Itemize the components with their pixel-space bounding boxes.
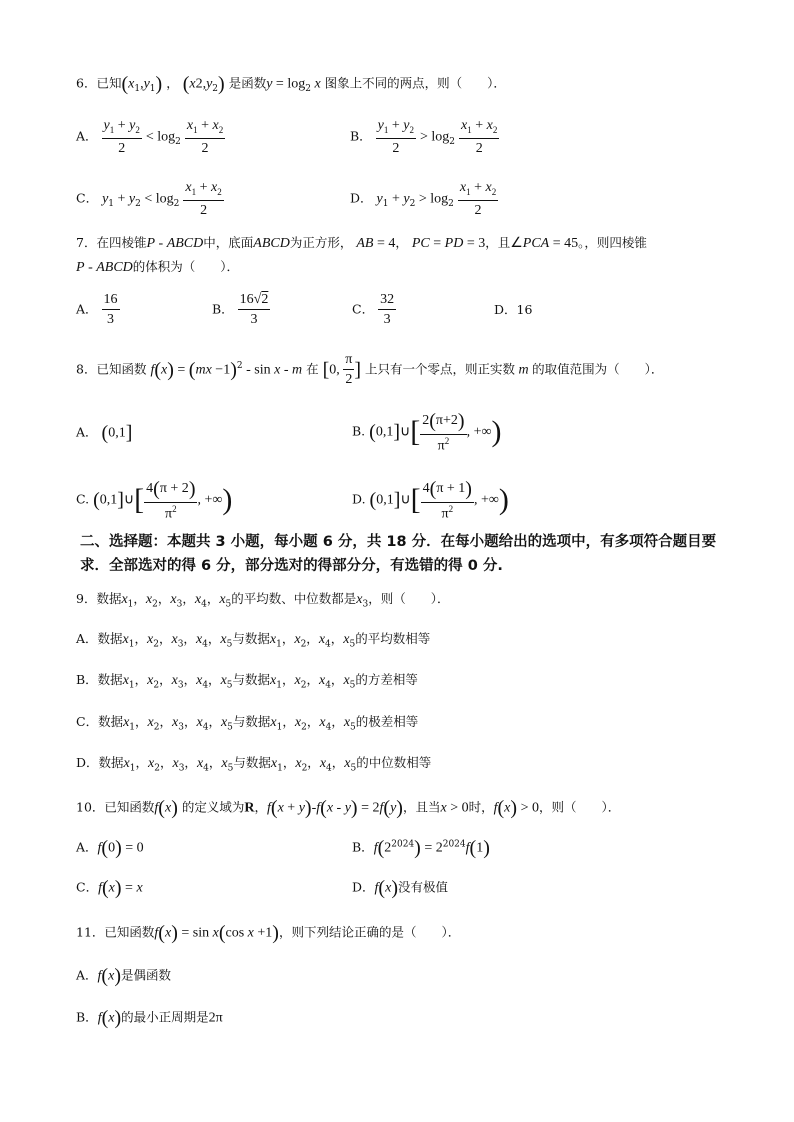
q10-option-b: B．$f(2^{2024}) = 2^{2024}f(1)$ xyxy=(352,837,490,859)
q8-option-c-label: C. xyxy=(76,491,90,507)
q9-option-b-with: 与数据 xyxy=(232,672,271,687)
q9-option-d: D．数据$x_1$，$x_2$，$x_3$，$x_4$，$x_5$与数据$x_1$，$x_2$，$x_4$，$x_5$的中位数相等 xyxy=(76,755,432,774)
q9-stem: 9．数据$x_1$，$x_2$，$x_3$，$x_4$，$x_5$的平均数、中位数都是$x_3$，则（ ）． xyxy=(76,591,450,610)
q10-option-c-label: C． xyxy=(76,879,99,895)
q7-stem-line2-tail: 的体积为（ ）． xyxy=(132,259,240,274)
q9-option-d-label: D．数据 xyxy=(76,755,124,770)
q9-option-c-with: 与数据 xyxy=(232,714,271,729)
q6-option-d-label: D． xyxy=(350,190,373,206)
q7-option-d xyxy=(494,304,532,317)
q8-stem-prefix: 8．已知函数 xyxy=(76,361,147,377)
q6-option-b-label: B． xyxy=(350,128,372,144)
q6-stem: 6．已知$(x_1,y_1)$ ， $(x2,y_2)$ 是函数$y = \log_2 x$ 图象上不同的两点，则（ ）． xyxy=(76,73,506,95)
q8-stem-mid: 在 xyxy=(306,361,319,377)
q11-option-b: B．f(x)的最小正周期是2π xyxy=(76,1007,223,1029)
q9-option-b-tail: 的方差相等 xyxy=(355,672,418,687)
q8-option-d: D. (0,1]∪[ $\frac{4(\pi + 1)}{\pi^2}$ , +∞) xyxy=(352,478,509,522)
q11-option-a: A．f(x)是偶函数 xyxy=(76,965,171,987)
q9-option-d-tail: 的中位数相等 xyxy=(356,755,432,770)
q10-stem-c: 时， xyxy=(468,799,494,815)
q10-stem: 10．已知函数f(x) 的定义域为R，f(x + y)-f(x - y) = 2f(y)，且当x > 0时，f(x) > 0，则（ ）． xyxy=(76,797,621,819)
q10-stem-end: ，则（ ）． xyxy=(538,799,621,815)
q7-option-b: B． $\frac{16√2}{3}$ xyxy=(212,292,269,328)
q9-option-a: A．数据$x_1$，$x_2$，$x_3$，$x_4$，$x_5$与数据$x_1$，$x_2$，$x_4$，$x_5$的平均数相等 xyxy=(76,631,431,650)
q7-option-c: C． $\frac{32}{3}$ xyxy=(352,292,395,328)
q6-stem-tail: 图象上不同的两点，则（ ）． xyxy=(324,75,506,91)
q10-option-d: D．f(x)没有极值 xyxy=(352,877,448,899)
q9-option-a-with: 与数据 xyxy=(232,631,270,646)
q6-option-d: D． $y_1 + y_2 > \log_2$ $\frac{x_1 + x_2}{2}$ xyxy=(350,180,497,218)
q6-option-a: A． $\frac{y_1 + y_2}{2}$ < $\log_2$ $\frac{x_1 + x_2}{2}$ xyxy=(76,118,224,156)
q8-option-b: B. (0,1]∪[ $\frac{2(\pi+2)}{\pi^2}$ , +∞) xyxy=(352,410,502,454)
q9-option-c-label: C．数据 xyxy=(76,714,124,729)
q7-stem-line1: 7．在四棱锥P - ABCD中，底面ABCD为正方形， AB = 4， PC = PD = 3，且∠PCA = 45。，则四棱锥 xyxy=(76,235,647,251)
q11-stem: 11．已知函数f(x) = sin x(cos x +1)，则下列结论正确的是（ ）． xyxy=(76,922,461,944)
q6-stem-prefix: 6．已知 xyxy=(76,75,122,91)
q6-option-c: C． $y_1 + y_2 < \log_2$ $\frac{x_1 + x_2}{2}$ xyxy=(76,180,222,218)
q8-option-d-label: D. xyxy=(352,491,366,507)
q7-option-a-label: A． xyxy=(76,301,98,317)
q7-option-d-text: D．16 xyxy=(494,302,533,317)
q8-stem-end: 的取值范围为（ ）． xyxy=(532,361,664,377)
q9-option-c-tail: 的极差相等 xyxy=(355,714,419,729)
q9-option-d-with: 与数据 xyxy=(233,755,271,770)
q10-option-d-label: D． xyxy=(352,879,375,895)
q7-stem-e: 。，则四棱锥 xyxy=(578,235,647,250)
q11-option-b-tail: 的最小正周期是 xyxy=(121,1009,209,1025)
q11-stem-prefix: 11．已知函数 xyxy=(76,924,155,940)
q6-option-b: B． $\frac{y_1 + y_2}{2}$ > $\log_2$ $\frac{x_1 + x_2}{2}$ xyxy=(350,118,498,156)
q9-option-b-label: B．数据 xyxy=(76,672,123,687)
q9-stem-prefix: 9．数据 xyxy=(76,591,122,606)
q7-stem-d: ，且 xyxy=(485,235,511,250)
q10-option-a-label: A． xyxy=(76,839,98,855)
q10-option-b-label: B． xyxy=(352,839,374,855)
q8-option-b-label: B. xyxy=(352,423,366,439)
q9-option-a-tail: 的平均数相等 xyxy=(355,631,431,646)
q8-option-a-label: A． xyxy=(76,424,98,440)
q6-option-c-label: C． xyxy=(76,190,99,206)
q10-stem-a: 的定义域为 xyxy=(181,799,245,815)
q11-option-b-label: B． xyxy=(76,1009,98,1025)
q10-stem-b: ，且当 xyxy=(402,799,441,815)
q9-stem-end: ，则（ ）． xyxy=(368,591,450,606)
q7-stem-b: 为正方形， xyxy=(289,235,353,250)
q9-option-a-label: A．数据 xyxy=(76,631,123,646)
q9-option-b: B．数据$x_1$，$x_2$，$x_3$，$x_4$，$x_5$与数据$x_1$，$x_2$，$x_4$，$x_5$的方差相等 xyxy=(76,672,418,691)
q6-stem-sep: ， xyxy=(166,75,179,91)
q7-option-a: A． $\frac{16}{3}$ xyxy=(76,292,118,328)
q11-option-a-label: A． xyxy=(76,967,98,983)
q10-option-a: A．f(0) = 0 xyxy=(76,837,144,859)
q10-option-c: C．f(x) = x xyxy=(76,877,143,899)
section-2-heading: 二、选择题：本题共 3 小题，每小题 6 分，共 18 分．在每小题给出的选项中，有多项符合题目要求．全部选对的得 6 分，部分选对的得部分分，有选错的得 0 分. xyxy=(80,534,717,574)
q8-option-c: C. (0,1]∪[ $\frac{4(\pi + 2)}{\pi^2}$ , +∞) xyxy=(76,478,233,522)
q11-option-a-tail: 是偶函数 xyxy=(120,967,171,983)
q7-option-b-label: B． xyxy=(212,301,234,317)
q8-stem: 8．已知函数 f(x) = (mx −1)$^2$ - sin x - m 在 [0, $\frac{\pi}{2}$ ] 上只有一个零点，则正实数 m 的取值范围为（ ）． xyxy=(76,352,664,388)
q8-option-a: A． (0,1] xyxy=(76,422,133,444)
q9-option-c: C．数据$x_1$，$x_2$，$x_3$，$x_4$，$x_5$与数据$x_1$，$x_2$，$x_4$，$x_5$的极差相等 xyxy=(76,714,419,733)
q6-option-a-label: A． xyxy=(76,128,98,144)
q6-stem-mid: 是函数 xyxy=(228,75,267,91)
q9-stem-tail: 的平均数、中位数都是 xyxy=(231,591,357,606)
q7-stem-c: ， xyxy=(395,235,408,250)
q10-option-d-tail: 没有极值 xyxy=(397,879,448,895)
q7-stem-1: 7．在四棱锥 xyxy=(76,235,147,250)
q11-stem-end: ，则下列结论正确的是（ ）． xyxy=(278,924,461,940)
q10-stem-prefix: 10．已知函数 xyxy=(76,799,155,815)
q7-stem-line2: P - ABCD的体积为（ ）． xyxy=(76,259,240,275)
q7-option-c-label: C． xyxy=(352,301,375,317)
q7-stem-a: 中，底面 xyxy=(203,235,254,250)
q8-stem-tail: 上只有一个零点，则正实数 xyxy=(365,361,516,377)
